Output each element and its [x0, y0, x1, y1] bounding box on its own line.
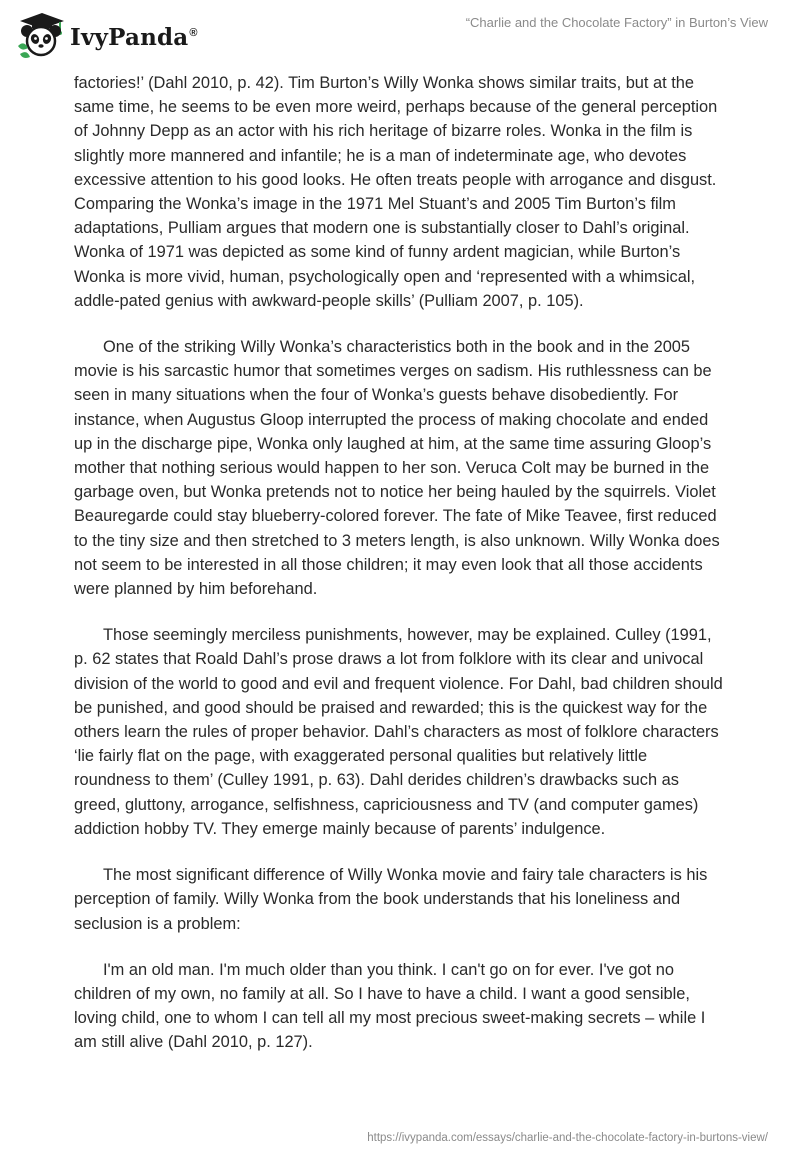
registered-mark: ® — [189, 26, 198, 39]
block-quote: I'm an old man. I'm much older than you think. I can't go on for ever. I've got no children of my own, no family at all. So I have to have a child. I want a good sensible, loving child, one to whom I can tell all my most precious sweet-making secrets – while I am still alive (Dahl 2010, p. 127). — [74, 960, 706, 1052]
paragraph-punishments: Those seemingly merciless punishments, however, may be explained. Culley (1991, p. 62 states that Roald Dahl’s prose draws a lot from folklore with its clear and univocal division of the world to good and evil and frequent violence. For Dahl, bad children should be punished, and good should be praised and rewarded; this is the quickest way for the others learn the rules of proper behavior. Dahl’s characters as most of folklore characters ‘lie fairly flat on the page, with exaggerated personal qualities but relatively little roundness to them’ (Culley 1991, p. 63). Dahl derides children’s drawbacks such as greed, gluttony, arrogance, selfishness, capriciousness and TV (and computer games) addiction hobby TV. They emerge mainly because of parents’ indulgence. — [74, 626, 723, 838]
paragraph-continuation: factories!’ (Dahl 2010, p. 42). Tim Burton’s Willy Wonka shows similar traits, but at the same time, he seems to be even more weird, perhaps because of the general perception of Johnny Depp as an actor with his rich heritage of bizarre roles. Wonka in the film is slightly more mannered and infantile; he is a man of indeterminate age, who devotes excessive attention to his good looks. He often treats people with arrogance and disgust. Comparing the Wonka’s image in the 1971 Mel Stuant’s and 2005 Tim Burton’s film adaptations, Pulliam argues that modern one is substantially closer to Dahl’s original. Wonka of 1971 was depicted as some kind of funny ardent magician, while Burton’s Wonka is more vivid, human, psychologically open and ‘represented with a whimsical, addle-pated genius with awkward-people skills’ (Pulliam 2007, p. 105). — [74, 74, 718, 310]
document-title: “Charlie and the Chocolate Factory” in Burton’s View — [465, 15, 768, 30]
panda-graduate-icon — [14, 10, 66, 58]
paragraph-family: The most significant difference of Willy Wonka movie and fairy tale characters is his perception of family. Willy Wonka from the book understands that his loneliness and seclusion is a problem: — [74, 866, 708, 933]
essay-body — [74, 71, 728, 1077]
paragraph-sarcastic-humor: One of the striking Willy Wonka’s characteristics both in the book and in the 2005 movie is his sarcastic humor that sometimes verges on sadism. His ruthlessness can be seen in many situations when the four of Wonka’s guests behave disobediently. For instance, when Augustus Gloop interrupted the process of making chocolate and ended up in the discharge pipe, Wonka only laughed at him, at the same time assuring Gloop’s mother that nothing serious would happen to her son. Veruca Colt may be burned in the garbage oven, but Wonka pretends not to notice her being hauled by the squirrels. Violet Beauregarde could stay blueberry-colored forever. The fate of Mike Teavee, first reduced to the tiny size and then stretched to 3 meters length, is also unknown. Willy Wonka does not seem to be interested in all those children; it may even look that all those accidents were planned by him beforehand. — [74, 338, 720, 599]
brand-name — [70, 24, 198, 51]
brand-name-text: IvyPanda — [70, 23, 189, 51]
source-url[interactable]: https://ivypanda.com/essays/charlie-and-the-chocolate-factory-in-burtons-view/ — [367, 1132, 768, 1144]
page-header — [0, 0, 800, 70]
brand-logo[interactable] — [14, 10, 198, 58]
